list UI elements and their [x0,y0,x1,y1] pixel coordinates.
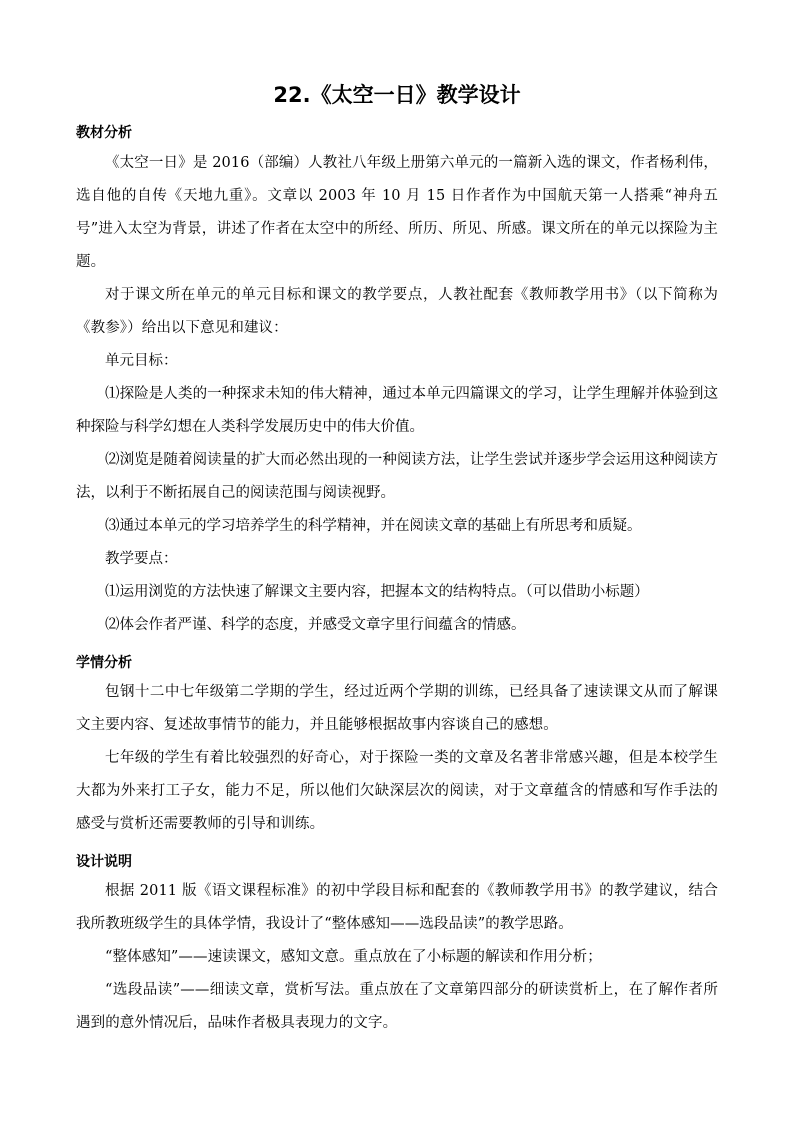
section-heading-material-analysis: 教材分析 [76,125,132,141]
document-title: 22.《太空一日》教学设计 [273,83,521,107]
design-notes-paragraph-1: 根据 2011 版《语文课程标准》的初中学段目标和配套的《教师教学用书》的教学建议，结合我所教班级学生的具体学情，我设计了“整体感知——选段品读”的教学思路。 [76,883,718,932]
design-notes-paragraph-3: “选段品读”——细读文章，赏析写法。重点放在了文章第四部分的研读赏析上，在了解作者所遇到的意外情况后，品味作者极具表现力的文字。 [76,982,718,1031]
section-heading-design-notes: 设计说明 [76,854,132,870]
key-points-label: 教学要点： [105,551,178,567]
unit-goal-2: ⑵浏览是随着阅读量的扩大而必然出现的一种阅读方法，让学生尝试并逐步学会运用这种阅读方法，以利于不断拓展自己的阅读范围与阅读视野。 [76,452,718,501]
unit-goal-3: ⑶通过本单元的学习培养学生的科学精神，并在阅读文章的基础上有所思考和质疑。 [105,518,642,534]
student-analysis-paragraph-2: 七年级的学生有着比较强烈的好奇心，对于探险一类的文章及名著非常感兴趣，但是本校学生大都为外来打工子女，能力不足，所以他们欠缺深层次的阅读，对于文章蕴含的情感和写作手法的感受与赏析还需要教师的引导和训练。 [76,750,718,832]
design-notes-paragraph-2: “整体感知”——速读课文，感知文意。重点放在了小标题的解读和作用分析； [105,949,602,965]
student-analysis-paragraph-1: 包钢十二中七年级第二学期的学生，经过近两个学期的训练，已经具备了速读课文从而了解课文主要内容、复述故事情节的能力，并且能够根据故事内容谈自己的感想。 [76,684,718,733]
unit-goal-1: ⑴探险是人类的一种探求未知的伟大精神，通过本单元四篇课文的学习，让学生理解并体验到这种探险与科学幻想在人类科学发展历史中的伟大价值。 [76,386,718,435]
key-point-1: ⑴运用浏览的方法快速了解课文主要内容，把握本文的结构特点。（可以借助小标题） [105,584,649,600]
material-analysis-paragraph-1: 《太空一日》是 2016（部编）人教社八年级上册第六单元的一篇新入选的课文，作者杨利伟，选自他的自传《天地九重》。文章以 2003 年 10 月 15 日作者作为中国航天第一人搭乘“神舟五号”进入太空为背景，讲述了作者在太空中的所经、所历、所见、所感。课文所在的单元以探险为主题。 [76,155,718,270]
material-analysis-paragraph-2: 对于课文所在单元的单元目标和课文的教学要点，人教社配套《教师教学用书》（以下简称为《教参》）给出以下意见和建议： [76,287,718,336]
section-heading-student-analysis: 学情分析 [76,655,132,671]
key-point-2: ⑵体会作者严谨、科学的态度，并感受文章字里行间蕴含的情感。 [105,617,526,633]
unit-goals-label: 单元目标： [105,353,178,369]
